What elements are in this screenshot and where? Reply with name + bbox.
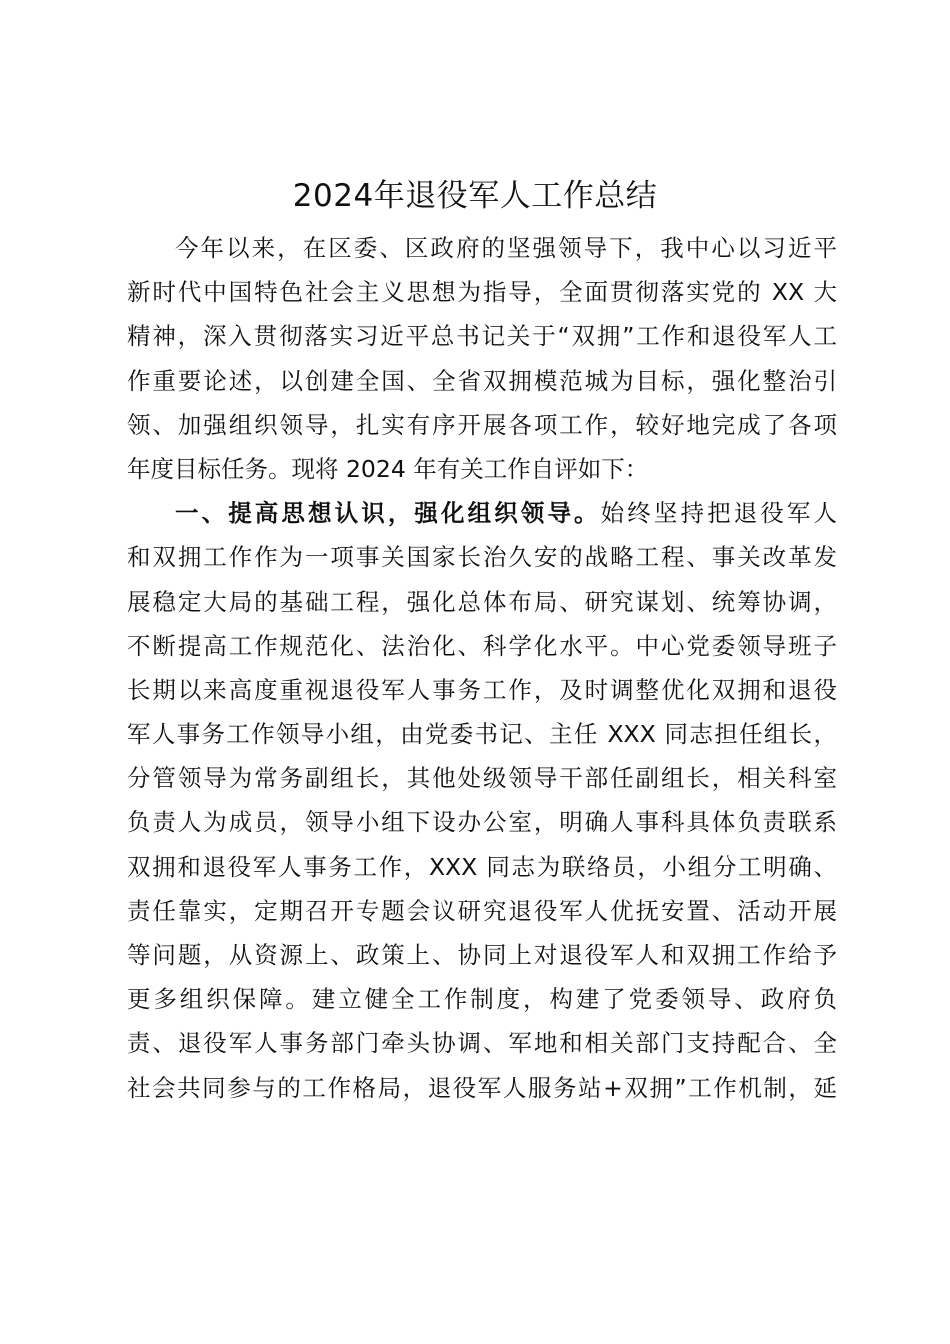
section-heading: 一、提高思想认识，强化组织领导。 bbox=[175, 499, 601, 528]
text-line: 更多组织保障。建立健全工作制度，构建了党委领导、政府负 bbox=[127, 985, 837, 1014]
text-line: 展稳定大局的基础工程，强化总体布局、研究谋划、统筹协调， bbox=[127, 587, 837, 616]
text-line: 精神，深入贯彻落实习近平总书记关于“双拥”工作和退役军人工 bbox=[127, 322, 837, 351]
text-line: 长期以来高度重视退役军人事务工作，及时调整优化双拥和退役 bbox=[127, 675, 837, 704]
text-line: 和双拥工作作为一项事关国家长治久安的战略工程、事关改革发 bbox=[127, 543, 837, 572]
document-title: 2024年退役军人工作总结 bbox=[292, 178, 658, 214]
text-line: 今年以来，在区委、区政府的坚强领导下，我中心以习近平 bbox=[175, 234, 837, 262]
text-line: 军人事务工作领导小组，由党委书记、主任 XXX 同志担任组长， bbox=[127, 720, 837, 749]
text-line: 新时代中国特色社会主义思想为指导，全面贯彻落实党的 XX 大 bbox=[127, 278, 837, 307]
text-line: 领、加强组织领导，扎实有序开展各项工作，较好地完成了各项 bbox=[127, 410, 837, 439]
text-line: 分管领导为常务副组长，其他处级领导干部任副组长，相关科室 bbox=[127, 764, 837, 793]
text-line: 负责人为成员，领导小组下设办公室，明确人事科具体负责联系 bbox=[127, 808, 837, 837]
text-line: 双拥和退役军人事务工作，XXX 同志为联络员，小组分工明确、 bbox=[127, 852, 837, 881]
paragraph-intro bbox=[127, 226, 837, 491]
section-heading-continuation: 始终坚持把退役军人 bbox=[600, 499, 838, 528]
text-line: 责任靠实，定期召开专题会议研究退役军人优抚安置、活动开展 bbox=[127, 896, 837, 925]
text-line bbox=[127, 491, 837, 535]
text-line: 等问题，从资源上、政策上、协同上对退役军人和双拥工作给予 bbox=[127, 941, 837, 969]
text-line: 社会共同参与的工作格局，退役军人服务站+双拥”工作机制，延 bbox=[127, 1073, 837, 1102]
text-line: 责、退役军人事务部门牵头协调、军地和相关部门支持配合、全 bbox=[127, 1029, 837, 1058]
text-line: 作重要论述，以创建全国、全省双拥模范城为目标，强化整治引 bbox=[127, 366, 837, 395]
document-body bbox=[127, 226, 837, 1110]
text-line: 不断提高工作规范化、法治化、科学化水平。中心党委领导班子 bbox=[127, 631, 837, 660]
paragraph-section-1 bbox=[127, 491, 837, 1110]
text-line: 年度目标任务。现将 2024 年有关工作自评如下： bbox=[127, 454, 649, 483]
